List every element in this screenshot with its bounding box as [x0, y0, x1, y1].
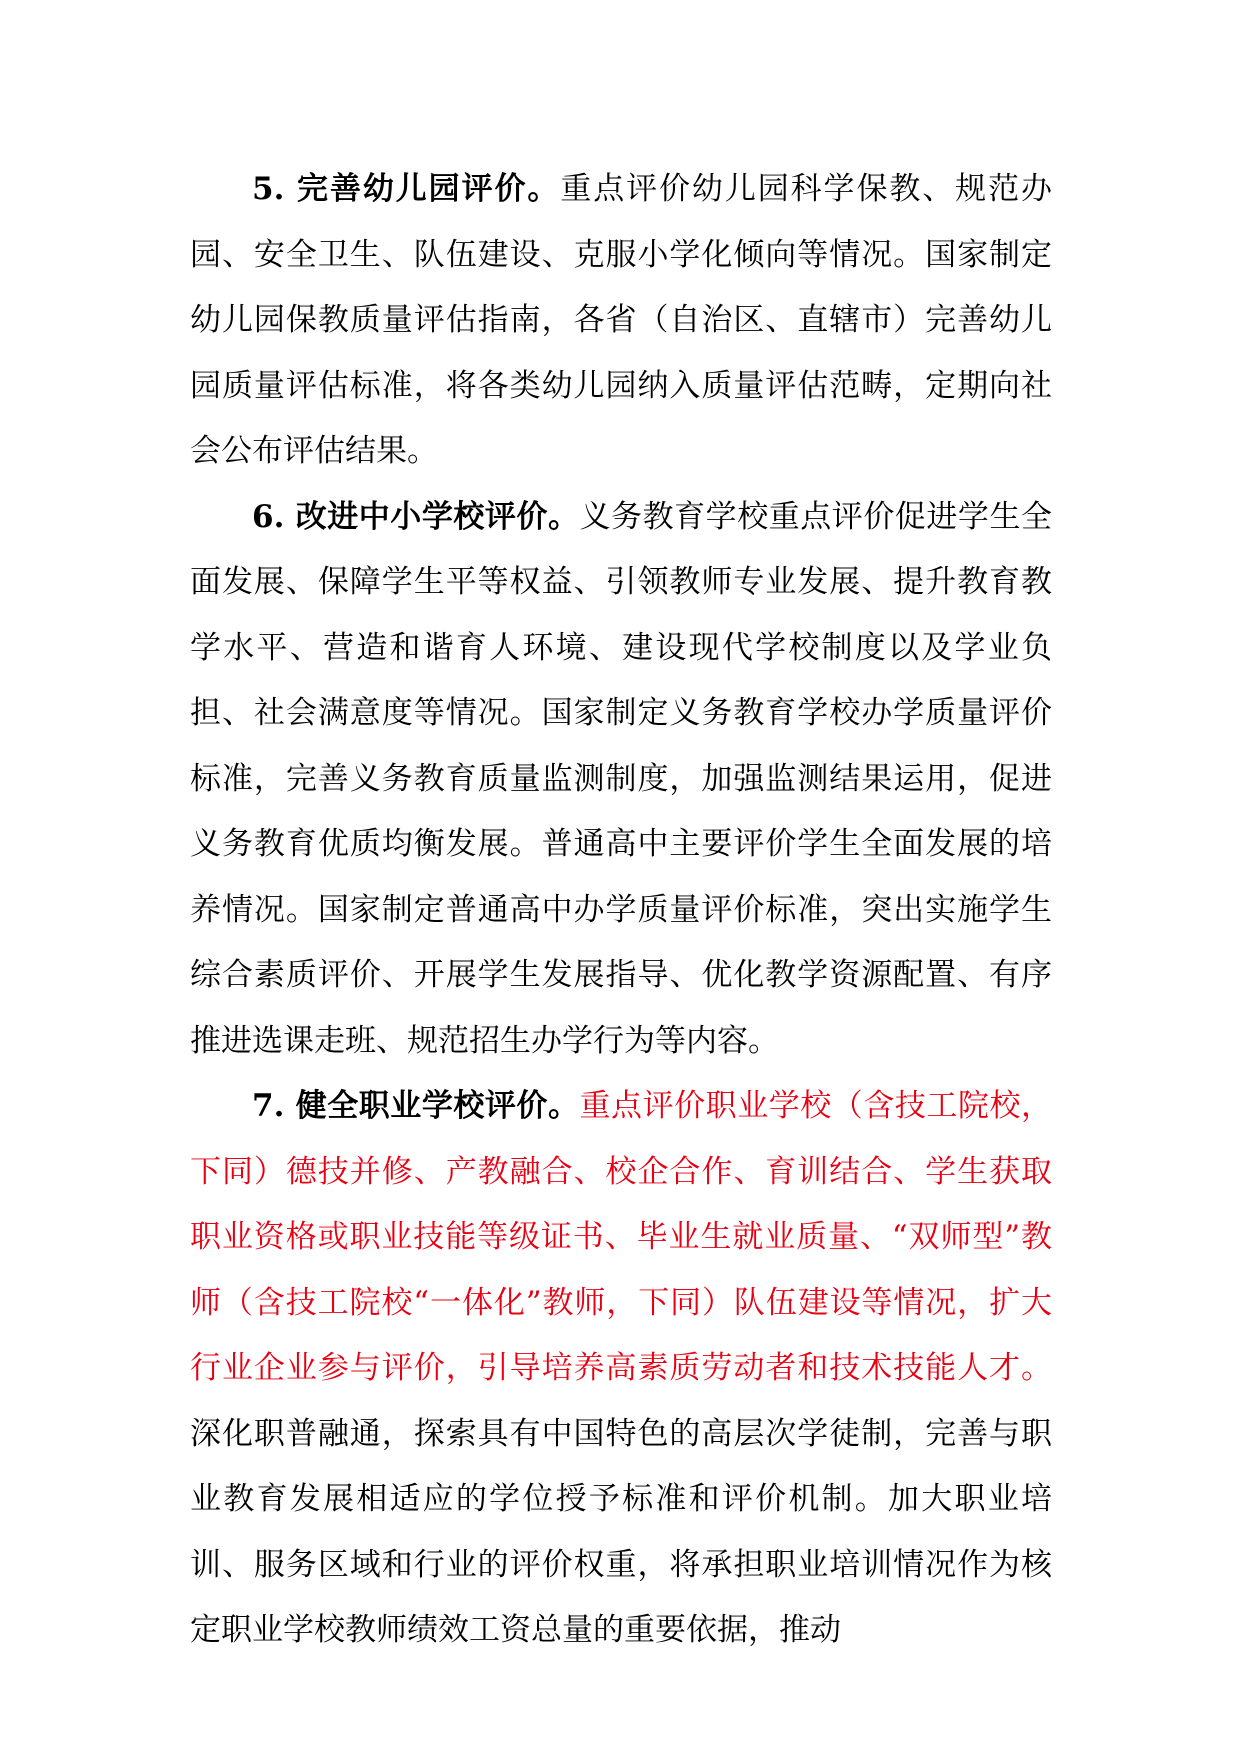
- paragraph-body: 义务教育学校重点评价促进学生全面发展、保障学生平等权益、引领教师专业发展、提升教育教学水平、营造和谐育人环境、建设现代学校制度以及学业负担、社会满意度等情况。国家制定义务教育学校办学质量评价标准，完善义务教育质量监测制度，加强监测结果运用，促进义务教育优质均衡发展。普通高中主要评价学生全面发展的培养情况。国家制定普通高中办学质量评价标准，突出实施学生综合素质评价、开展学生发展指导、优化教学资源配置、有序推进选课走班、规范招生办学行为等内容。: [190, 498, 1053, 1059]
- paragraph-body: 深化职普融通，探索具有中国特色的高层次学徒制，完善与职业教育发展相适应的学位授予标准和评价机制。加大职业培训、服务区域和行业的评价权重，将承担职业培训情况作为核定职业学校教师绩效工资总量的重要依据，推动: [190, 1415, 1052, 1648]
- paragraph-vocational-evaluation: [190, 1074, 1052, 1664]
- highlighted-text: 重点评价职业学校（含技工院校，下同）德技并修、产教融合、校企合作、育训结合、学生获取职业资格或职业技能等级证书、毕业生就业质量、“双师型”教师（含技工院校“一体化”教师，下同）队伍建设等情况，扩大行业企业参与评价，引导培养高素质劳动者和技术技能人才。: [190, 1088, 1053, 1386]
- paragraph-heading: 7. 健全职业学校评价。: [252, 1088, 580, 1124]
- document-page: [190, 157, 1052, 1664]
- paragraph-heading: 6. 改进中小学校评价。: [252, 498, 580, 535]
- paragraph-kindergarten-evaluation: [190, 157, 1052, 485]
- paragraph-body: 重点评价幼儿园科学保教、规范办园、安全卫生、队伍建设、克服小学化倾向等情况。国家制定幼儿园保教质量评估指南，各省（自治区、直辖市）完善幼儿园质量评估标准，将各类幼儿园纳入质量评估范畴，定期向社会公布评估结果。: [190, 171, 1052, 469]
- paragraph-heading: 5. 完善幼儿园评价。: [252, 171, 561, 207]
- paragraph-school-evaluation: [190, 485, 1052, 1075]
